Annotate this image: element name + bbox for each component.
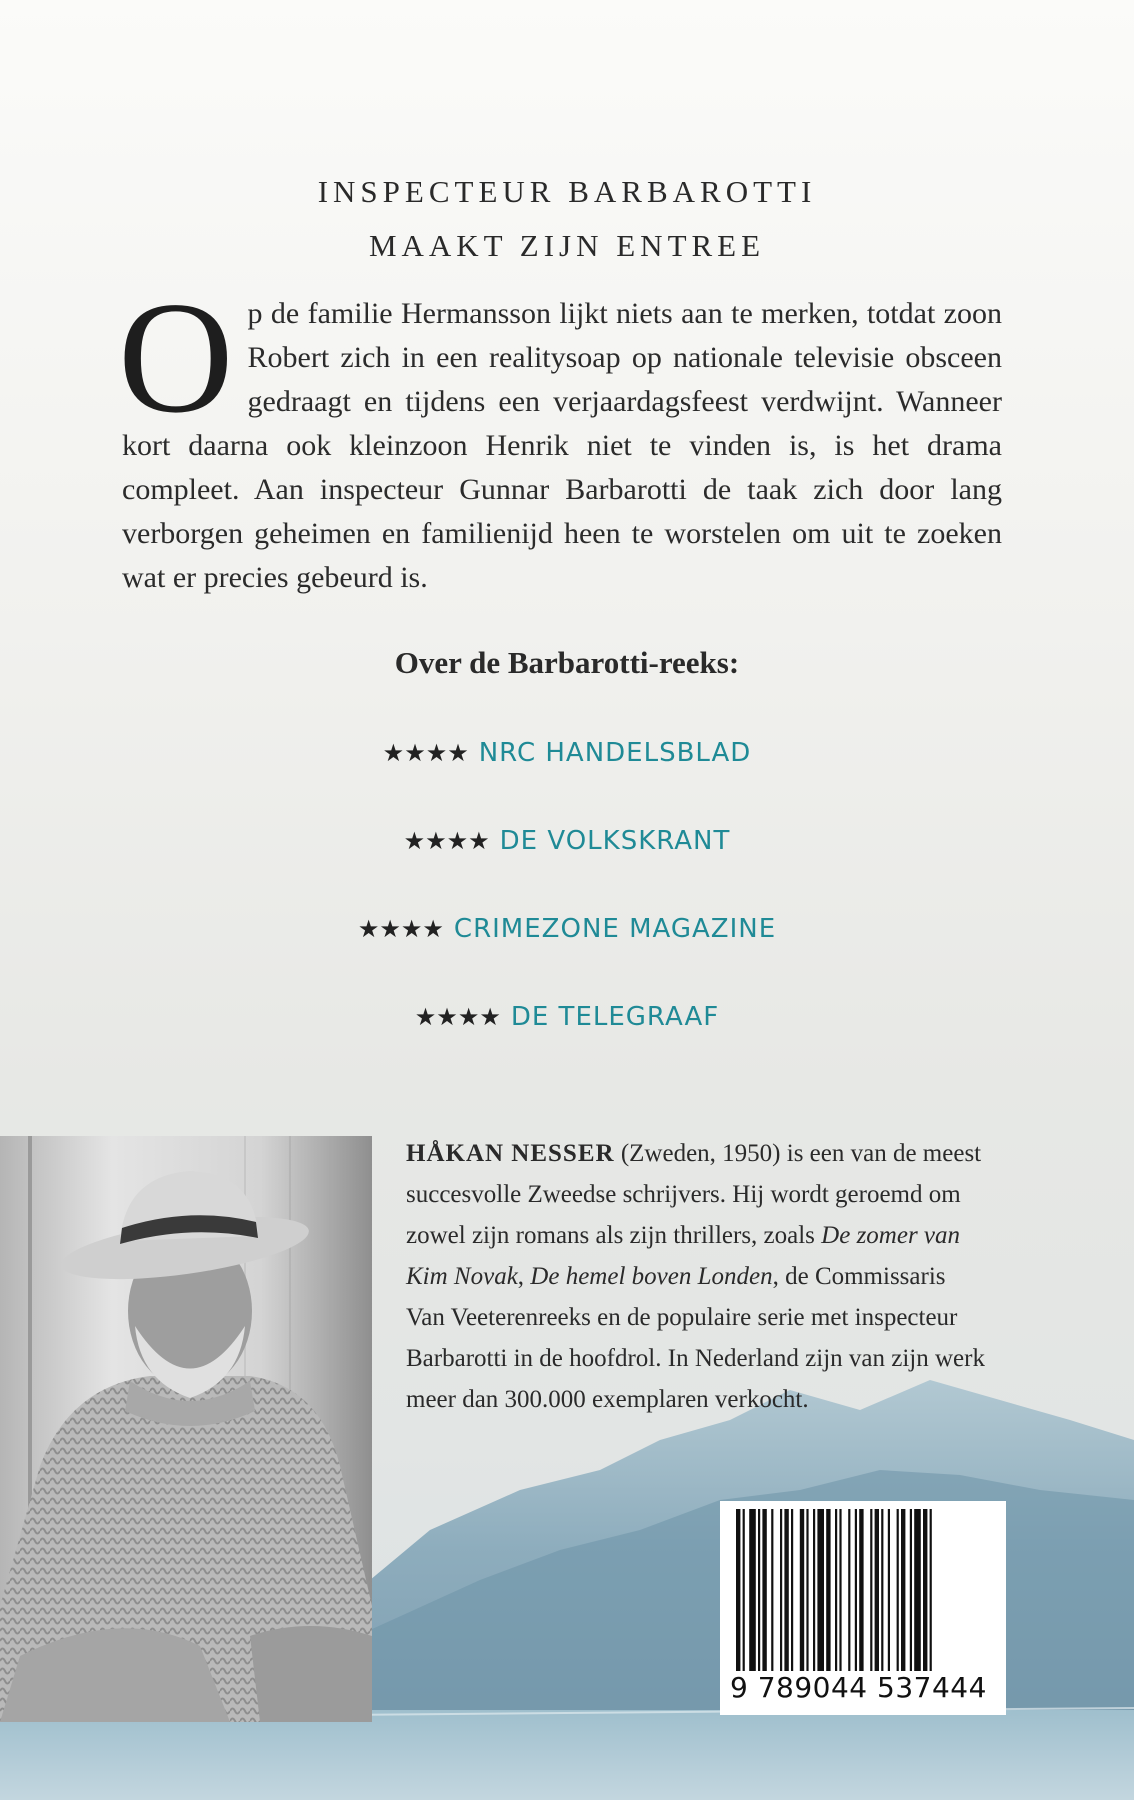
blurb	[118, 268, 1002, 600]
barcode-bars	[736, 1509, 990, 1671]
rating-stars: ★★★★	[357, 915, 444, 943]
review-source: DE TELEGRAAF	[510, 1002, 720, 1032]
barcode-bar	[839, 1509, 841, 1671]
barcode-bar	[848, 1509, 850, 1671]
author-name: HÅKAN NESSER	[406, 1140, 615, 1167]
barcode-bar	[736, 1509, 740, 1671]
bio-text-2: , de Commissaris Van Veeterenreeks en de populaire serie met inspecteur Barbarotti in de hoofdrol. In Nederland zijn van zijn werk meer dan 300.000 exemplaren verkocht.	[406, 1263, 985, 1413]
review-nrc	[0, 738, 1134, 768]
barcode-bar	[749, 1509, 756, 1671]
bio-text-1: (Zweden, 1950) is een van de meest succesvolle Zweedse schrijvers. Hij wordt geroemd om zowel zijn romans als zijn thrillers, zoals	[406, 1140, 982, 1249]
barcode-bar	[897, 1509, 899, 1671]
barcode-bar	[875, 1509, 879, 1671]
review-volkskrant	[0, 826, 1134, 856]
barcode-bar	[758, 1509, 760, 1671]
barcode-bar	[743, 1509, 745, 1671]
barcode-bar	[800, 1509, 804, 1671]
barcode-bar	[835, 1509, 837, 1671]
drop-cap: O	[118, 268, 234, 446]
barcode-bar	[826, 1509, 830, 1671]
bio-separator: ,	[517, 1263, 531, 1290]
review-crimezone	[0, 914, 1134, 944]
barcode-bar	[881, 1509, 883, 1671]
barcode-bar	[923, 1509, 927, 1671]
barcode-bar	[806, 1509, 808, 1671]
series-title: Over de Barbarotti-reeks:	[394, 645, 740, 680]
barcode-bar	[817, 1509, 824, 1671]
blurb-text: p de familie Hermansson lijkt niets aan te merken, totdat zoon Robert zich in een realitysoap op nationale televisie obsceen gedraagt en tijdens een verjaardagsfeest verdwijnt. Wanneer kort daarna ook kleinzoon Henrik niet te vinden is, is het drama compleet. Aan inspecteur Gunnar Barbarotti de taak zich door lang verborgen geheimen en familienijd heen te worstelen om uit te zoeken wat er precies gebeurd is.	[122, 297, 1002, 594]
review-source: DE VOLKSKRANT	[499, 826, 731, 856]
isbn-digits: 9 789044 537444	[730, 1671, 987, 1704]
author-photo	[0, 1136, 372, 1722]
barcode-bar	[888, 1509, 890, 1671]
barcode-bar	[813, 1509, 815, 1671]
barcode-bar	[791, 1509, 793, 1671]
barcode-bar	[910, 1509, 912, 1671]
barcode-bar	[771, 1509, 773, 1671]
book-title-1: De zomer van Kim Novak	[406, 1222, 961, 1290]
author-bio	[406, 1133, 986, 1420]
barcode	[720, 1501, 1006, 1715]
rating-stars: ★★★★	[403, 827, 490, 855]
barcode-bar	[870, 1509, 872, 1671]
review-source: CRIMEZONE MAGAZINE	[453, 914, 777, 944]
barcode-bar	[930, 1509, 932, 1671]
headline-line-2: MAAKT ZIJN ENTREE	[368, 228, 766, 263]
review-telegraaf	[0, 1002, 1134, 1032]
barcode-bar	[901, 1509, 905, 1671]
barcode-bar	[762, 1509, 766, 1671]
barcode-bar	[859, 1509, 863, 1671]
barcode-bar	[855, 1509, 857, 1671]
barcode-bar	[914, 1509, 921, 1671]
headline-line-1: INSPECTEUR BARBAROTTI	[317, 174, 817, 209]
headline	[0, 165, 1134, 273]
review-source: NRC HANDELSBLAD	[478, 738, 752, 768]
barcode-bar	[784, 1509, 788, 1671]
rating-stars: ★★★★	[382, 739, 469, 767]
barcode-bar	[780, 1509, 782, 1671]
book-title-2: De hemel boven Londen	[530, 1263, 773, 1290]
rating-stars: ★★★★	[414, 1003, 501, 1031]
